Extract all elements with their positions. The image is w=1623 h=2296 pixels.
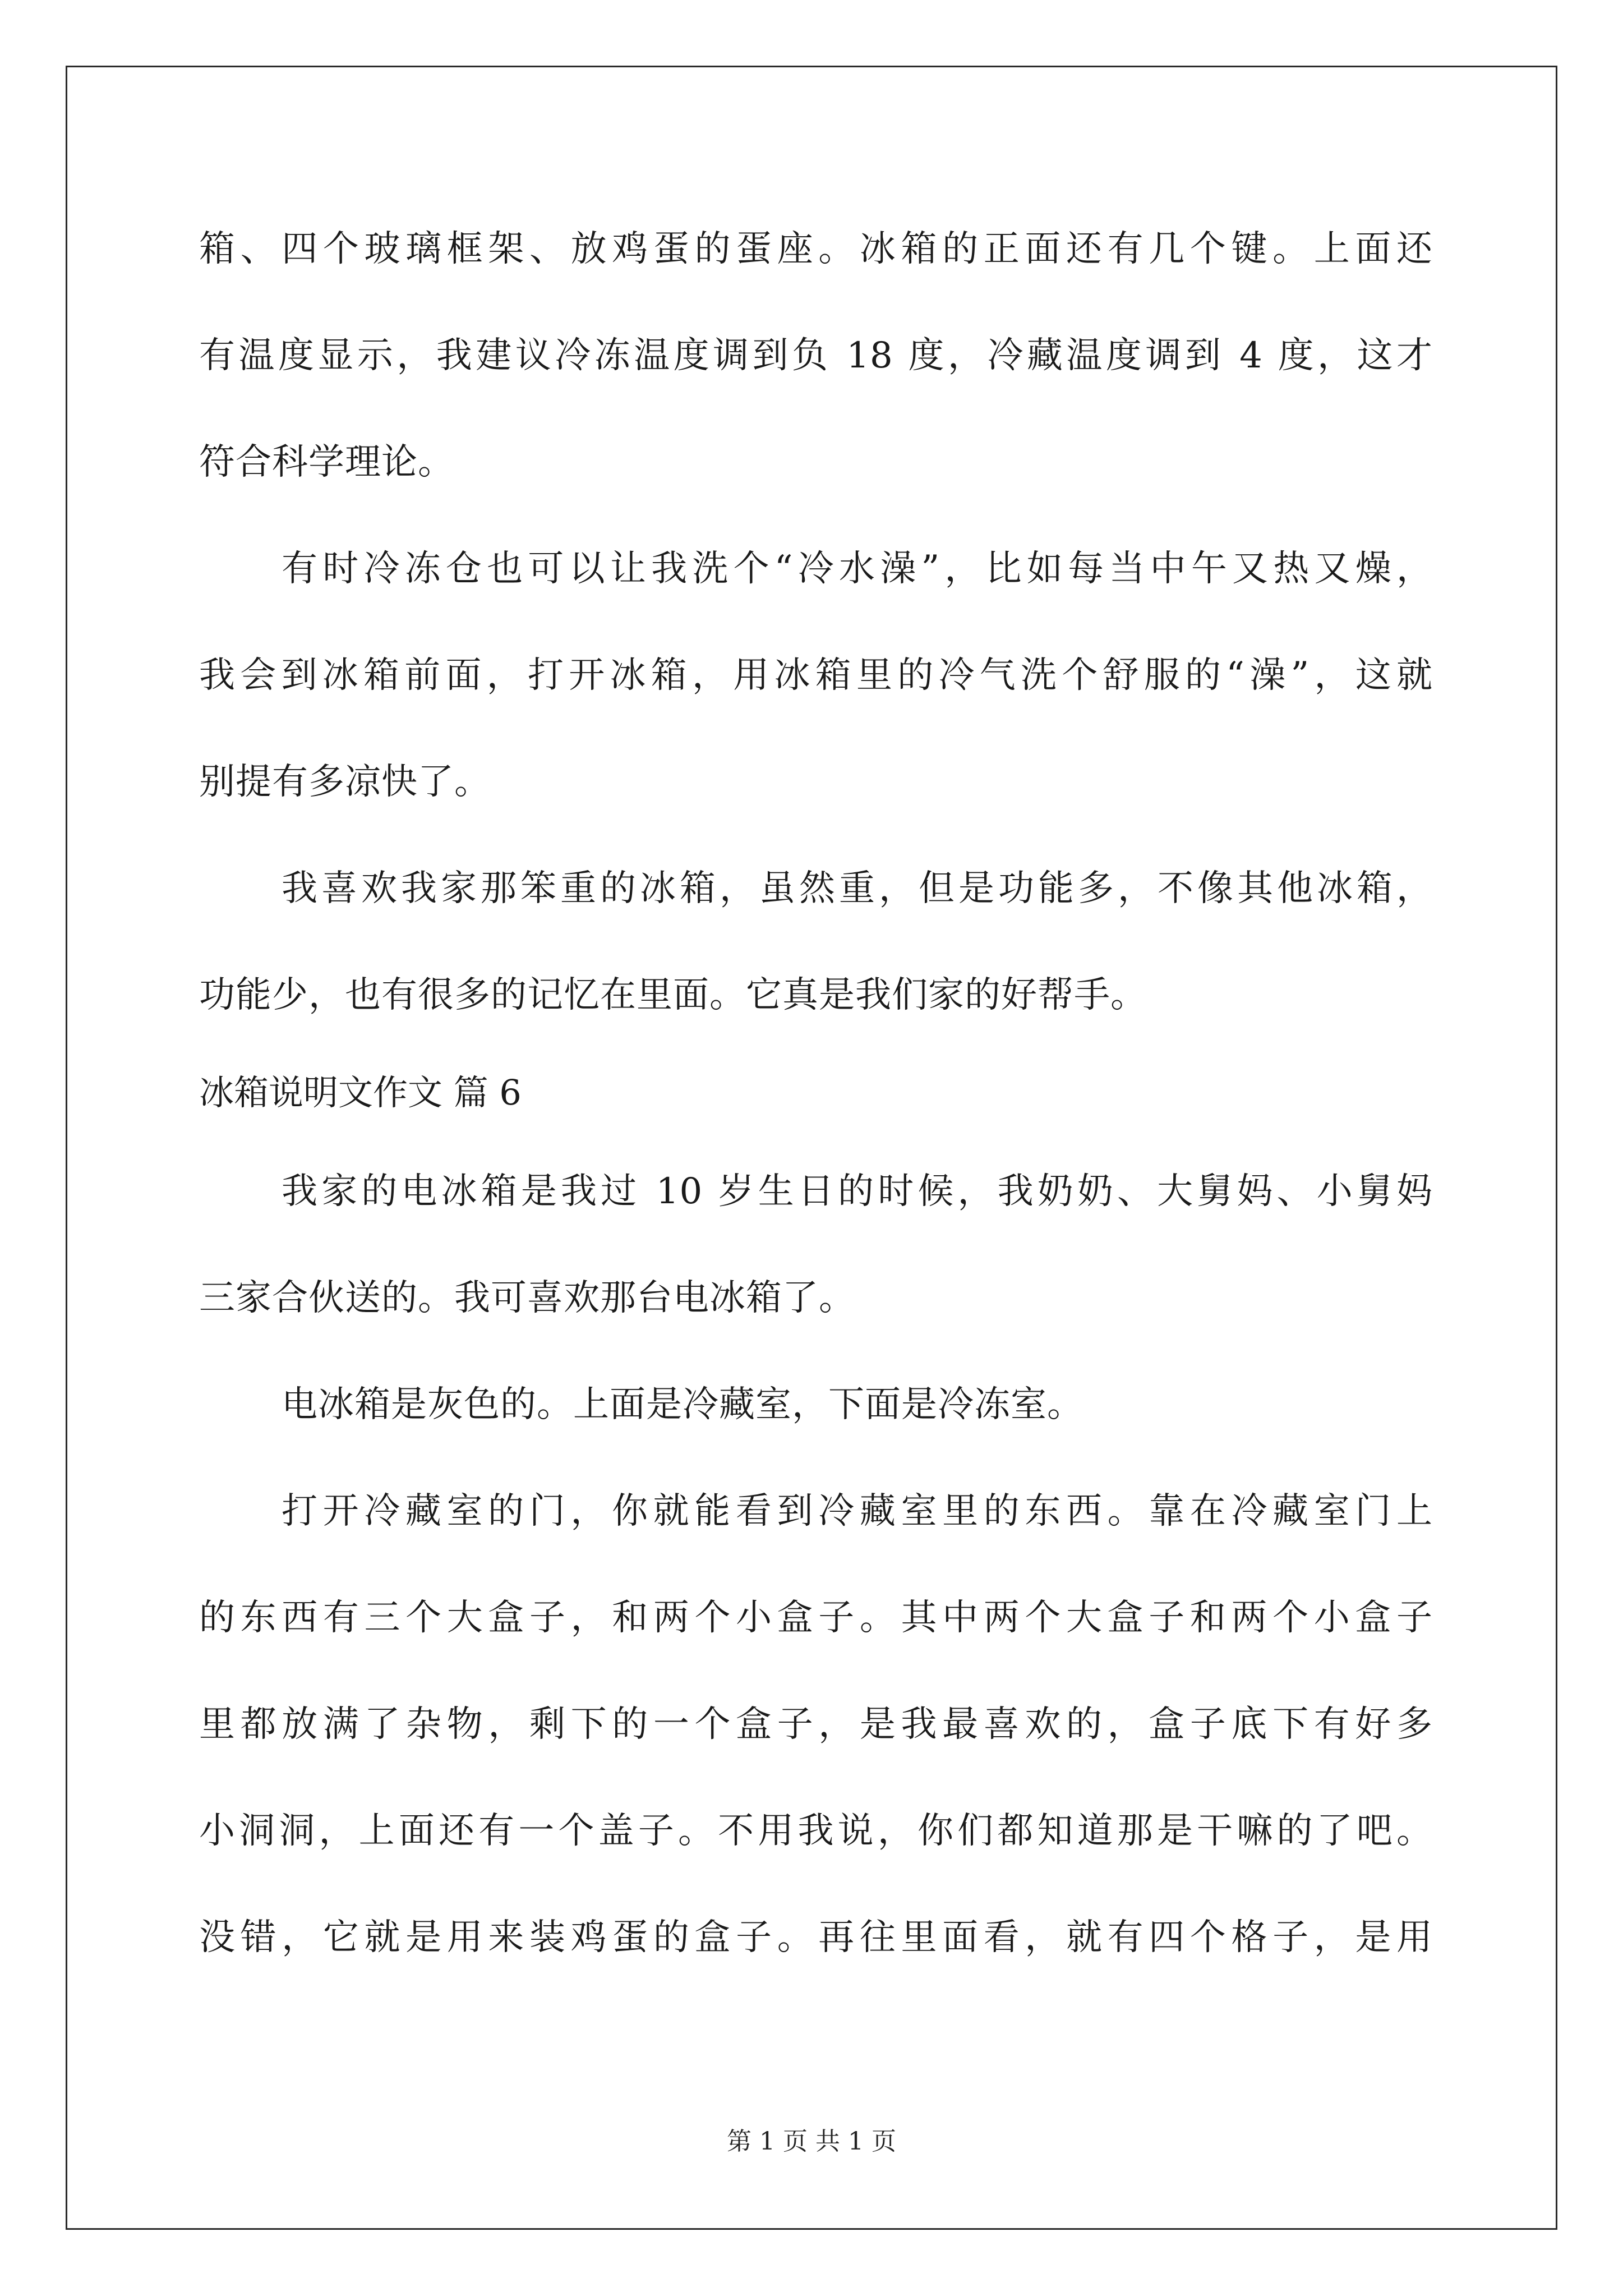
- paragraph-first-line: 有时冷冻仓也可以让我洗个“冷水澡”，比如每当中午又热又燥，: [282, 548, 1433, 590]
- section-heading: 冰箱说明文作文 篇 6: [199, 1072, 522, 1113]
- text-line: 别提有多凉快了。: [199, 761, 491, 803]
- text-line: 功能少，也有很多的记忆在里面。它真是我们家的好帮手。: [199, 974, 1147, 1016]
- text-line: 没错，它就是用来装鸡蛋的盒子。再往里面看，就有四个格子，是用: [199, 1917, 1433, 1958]
- page-number-footer: 第 1 页 共 1 页: [727, 2127, 896, 2156]
- text-line: 符合科学理论。: [199, 441, 454, 483]
- paragraph-first-line: 我家的电冰箱是我过 10 岁生日的时候，我奶奶、大舅妈、小舅妈: [282, 1171, 1433, 1212]
- text-line: 里都放满了杂物，剩下的一个盒子，是我最喜欢的，盒子底下有好多: [199, 1704, 1433, 1745]
- text-line: 三家合伙送的。我可喜欢那台电冰箱了。: [199, 1277, 855, 1319]
- page-border: [66, 66, 1557, 2230]
- text-line: 小洞洞，上面还有一个盖子。不用我说，你们都知道那是干嘛的了吧。: [199, 1810, 1433, 1852]
- text-line: 的东西有三个大盒子，和两个小盒子。其中两个大盒子和两个小盒子: [199, 1597, 1433, 1639]
- text-line: 有温度显示，我建议冷冻温度调到负 18 度，冷藏温度调到 4 度，这才: [199, 335, 1433, 376]
- paragraph-first-line: 电冰箱是灰色的。上面是冷藏室，下面是冷冻室。: [282, 1384, 1083, 1425]
- text-line: 箱、四个玻璃框架、放鸡蛋的蛋座。冰箱的正面还有几个键。上面还: [199, 228, 1433, 270]
- text-line: 我会到冰箱前面，打开冰箱，用冰箱里的冷气洗个舒服的“澡”，这就: [199, 655, 1433, 696]
- paragraph-first-line: 我喜欢我家那笨重的冰箱，虽然重，但是功能多，不像其他冰箱，: [282, 868, 1433, 909]
- paragraph-first-line: 打开冷藏室的门，你就能看到冷藏室里的东西。靠在冷藏室门上: [282, 1490, 1433, 1532]
